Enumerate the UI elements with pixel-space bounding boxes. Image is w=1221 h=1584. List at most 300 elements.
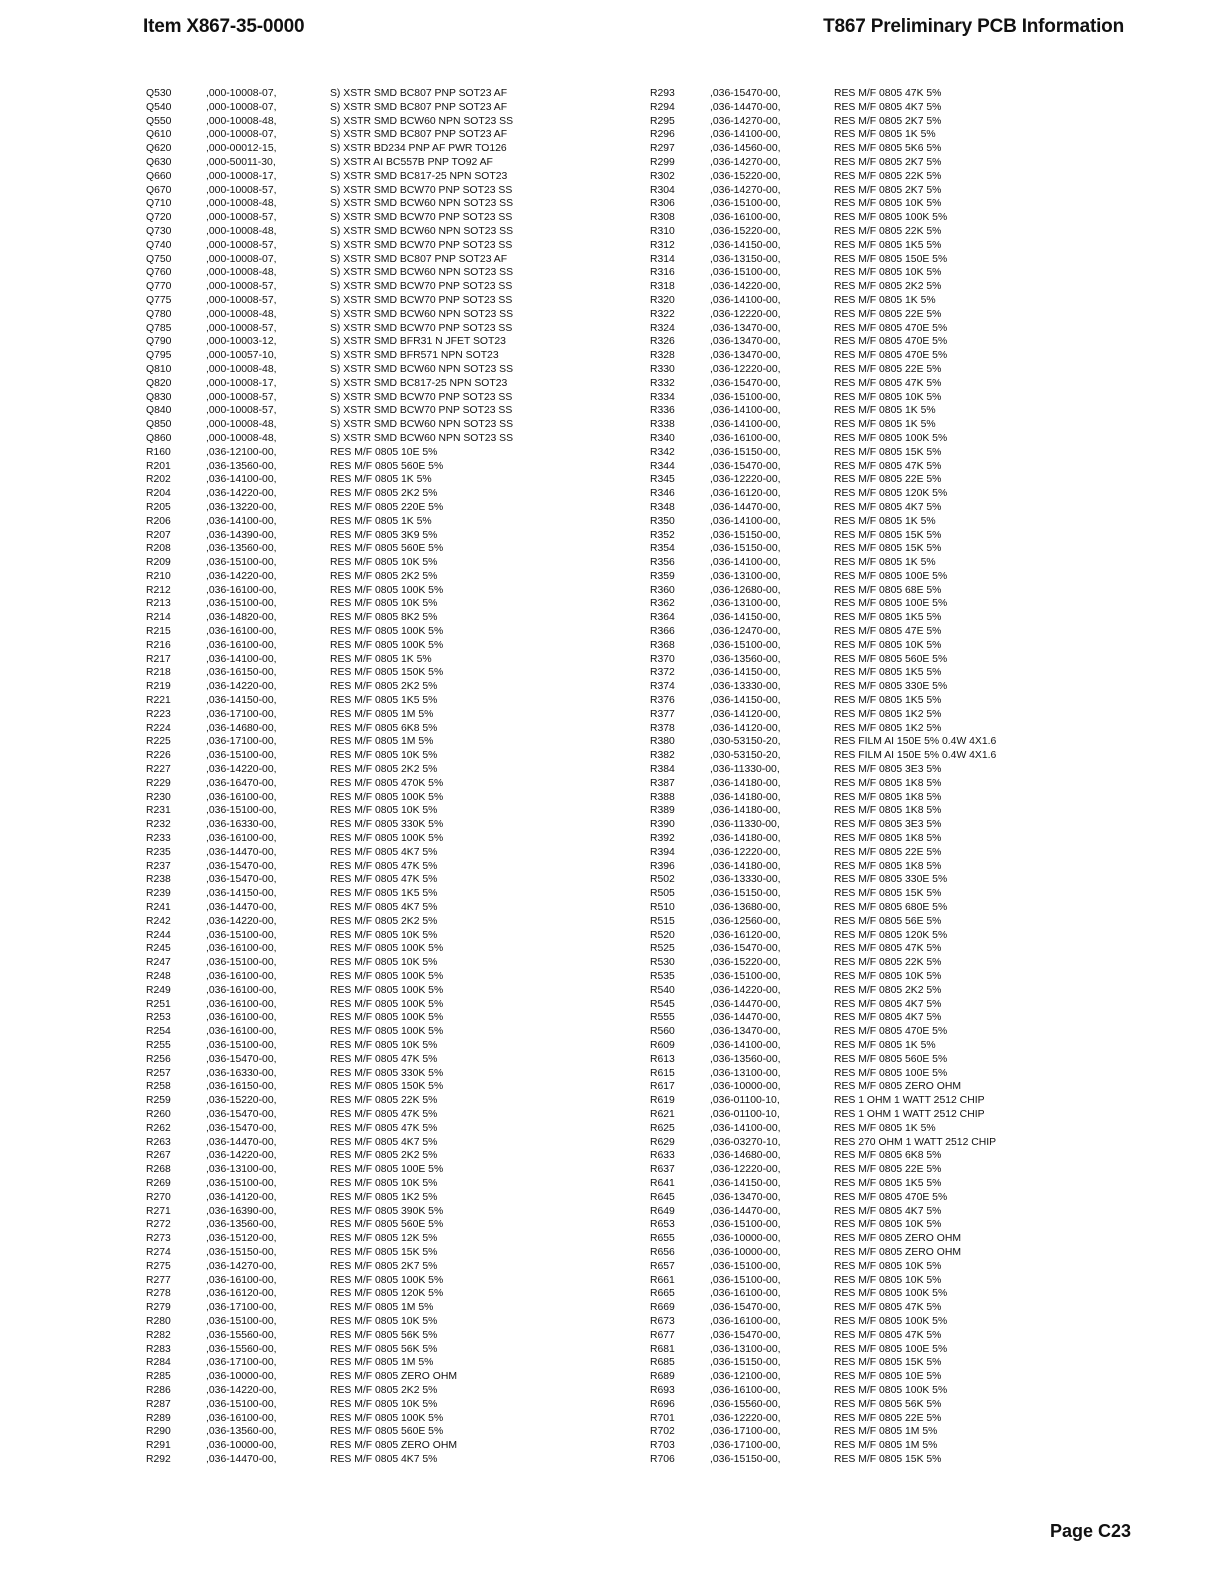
part-number: ,036-15220-00, xyxy=(206,1095,277,1107)
part-number: ,036-15470-00, xyxy=(206,874,277,886)
part-description: S) XSTR SMD BCW60 NPN SOT23 SS xyxy=(330,198,514,210)
part-description: RES M/F 0805 10K 5% xyxy=(330,805,438,817)
part-designator: Q750 xyxy=(146,253,172,265)
part-description: RES M/F 0805 470E 5% xyxy=(834,322,948,334)
part-number: ,036-15150-00, xyxy=(710,529,781,541)
part-number: ,000-10008-48, xyxy=(206,432,277,444)
part-designator: R247 xyxy=(146,957,171,969)
part-designator: R629 xyxy=(650,1136,675,1148)
part-number: ,036-16120-00, xyxy=(710,488,781,500)
part-description: RES M/F 0805 22K 5% xyxy=(834,225,942,237)
part-number: ,036-16100-00, xyxy=(710,1288,781,1300)
part-designator: R336 xyxy=(650,405,675,417)
part-description: RES M/F 0805 2K2 5% xyxy=(834,281,942,293)
part-description: RES 1 OHM 1 WATT 2512 CHIP xyxy=(834,1108,985,1120)
part-description: RES M/F 0805 560E 5% xyxy=(330,460,444,472)
part-designator: R254 xyxy=(146,1026,171,1038)
part-number: ,036-14270-00, xyxy=(710,115,781,127)
part-description: RES FILM AI 150E 5% 0.4W 4X1.6 xyxy=(834,750,997,762)
part-designator: R366 xyxy=(650,626,675,638)
part-designator: R232 xyxy=(146,819,171,831)
document-title: T867 Preliminary PCB Information xyxy=(823,16,1124,37)
part-description: RES M/F 0805 15K 5% xyxy=(834,543,942,555)
part-number: ,036-10000-00, xyxy=(710,1081,781,1093)
part-number: ,036-12220-00, xyxy=(710,1164,781,1176)
part-description: RES M/F 0805 6K8 5% xyxy=(834,1150,942,1162)
part-number: ,036-15100-00, xyxy=(206,1315,277,1327)
part-number: ,036-14470-00, xyxy=(710,1012,781,1024)
part-description: RES M/F 0805 1M 5% xyxy=(834,1426,938,1438)
part-designator: R160 xyxy=(146,446,171,458)
part-number: ,036-14150-00, xyxy=(206,695,277,707)
part-number: ,036-14180-00, xyxy=(710,860,781,872)
part-number: ,000-10008-57, xyxy=(206,322,277,334)
part-designator: R255 xyxy=(146,1039,171,1051)
part-designator: R322 xyxy=(650,308,675,320)
part-number: ,036-14150-00, xyxy=(710,612,781,624)
part-designator: R615 xyxy=(650,1067,675,1079)
part-designator: R235 xyxy=(146,846,171,858)
part-designator: R272 xyxy=(146,1219,171,1231)
part-designator: R530 xyxy=(650,957,675,969)
part-number: ,036-15470-00, xyxy=(710,377,781,389)
part-designator: Q630 xyxy=(146,156,172,168)
part-designator: R267 xyxy=(146,1150,171,1162)
part-description: RES M/F 0805 330E 5% xyxy=(834,874,948,886)
part-number: ,036-13100-00, xyxy=(206,1164,277,1176)
part-number: ,036-15100-00, xyxy=(206,929,277,941)
part-designator: R280 xyxy=(146,1315,171,1327)
part-number: ,000-10008-48, xyxy=(206,308,277,320)
part-number: ,036-10000-00, xyxy=(710,1246,781,1258)
part-number: ,000-10008-48, xyxy=(206,115,277,127)
part-number: ,036-16150-00, xyxy=(206,1081,277,1093)
part-number: ,036-14470-00, xyxy=(206,846,277,858)
part-designator: R344 xyxy=(650,460,675,472)
part-designator: R389 xyxy=(650,805,675,817)
part-designator: R214 xyxy=(146,612,171,624)
part-designator: Q660 xyxy=(146,170,172,182)
part-number: ,000-10008-57, xyxy=(206,239,277,251)
part-number: ,036-16100-00, xyxy=(206,833,277,845)
part-number: ,036-12220-00, xyxy=(710,846,781,858)
part-number: ,036-17100-00, xyxy=(206,1302,277,1314)
part-description: RES M/F 0805 22E 5% xyxy=(834,1412,942,1424)
part-number: ,000-10008-07, xyxy=(206,129,277,141)
part-number: ,036-13100-00, xyxy=(710,598,781,610)
part-number: ,000-10008-57, xyxy=(206,391,277,403)
part-description: RES M/F 0805 560E 5% xyxy=(330,543,444,555)
part-description: S) XSTR SMD BCW60 NPN SOT23 SS xyxy=(330,308,514,320)
part-designator: R287 xyxy=(146,1398,171,1410)
part-description: RES M/F 0805 10K 5% xyxy=(834,391,942,403)
part-designator: R326 xyxy=(650,336,675,348)
part-number: ,036-14180-00, xyxy=(710,777,781,789)
part-designator: R340 xyxy=(650,432,675,444)
part-designator: R314 xyxy=(650,253,675,265)
part-number: ,036-15470-00, xyxy=(206,860,277,872)
part-number: ,036-15100-00, xyxy=(206,557,277,569)
part-number: ,000-10008-07, xyxy=(206,101,277,113)
part-number: ,000-00012-15, xyxy=(206,143,277,155)
part-description: S) XSTR SMD BCW60 NPN SOT23 SS xyxy=(330,419,514,431)
part-designator: Q790 xyxy=(146,336,172,348)
part-number: ,036-14220-00, xyxy=(206,764,277,776)
part-designator: R221 xyxy=(146,695,171,707)
part-number: ,036-15100-00, xyxy=(710,639,781,651)
part-description: RES M/F 0805 1K5 5% xyxy=(834,239,942,251)
part-description: RES M/F 0805 10K 5% xyxy=(834,1260,942,1272)
part-designator: R273 xyxy=(146,1233,171,1245)
part-designator: R633 xyxy=(650,1150,675,1162)
part-description: RES M/F 0805 560E 5% xyxy=(330,1426,444,1438)
part-designator: R330 xyxy=(650,363,675,375)
part-number: ,036-15470-00, xyxy=(710,1329,781,1341)
part-number: ,036-15100-00, xyxy=(206,750,277,762)
part-number: ,036-14560-00, xyxy=(710,143,781,155)
part-designator: R665 xyxy=(650,1288,675,1300)
part-designator: R229 xyxy=(146,777,171,789)
part-description: RES M/F 0805 2K2 5% xyxy=(330,570,438,582)
part-description: RES M/F 0805 330E 5% xyxy=(834,681,948,693)
part-description: RES M/F 0805 1K 5% xyxy=(330,474,432,486)
part-description: RES M/F 0805 10K 5% xyxy=(330,557,438,569)
part-description: RES M/F 0805 2K7 5% xyxy=(834,115,942,127)
part-description: RES M/F 0805 100K 5% xyxy=(834,1315,948,1327)
part-designator: R613 xyxy=(650,1053,675,1065)
part-designator: R233 xyxy=(146,833,171,845)
part-number: ,036-17100-00, xyxy=(710,1440,781,1452)
part-designator: Q670 xyxy=(146,184,172,196)
part-number: ,036-16100-00, xyxy=(206,998,277,1010)
part-designator: R304 xyxy=(650,184,675,196)
part-description: RES M/F 0805 10K 5% xyxy=(330,957,438,969)
part-designator: R296 xyxy=(650,129,675,141)
part-description: RES M/F 0805 47K 5% xyxy=(834,1302,942,1314)
part-description: RES M/F 0805 10E 5% xyxy=(834,1371,942,1383)
part-description: S) XSTR SMD BCW60 NPN SOT23 SS xyxy=(330,225,514,237)
part-designator: R245 xyxy=(146,943,171,955)
part-description: RES M/F 0805 10K 5% xyxy=(834,639,942,651)
part-description: RES M/F 0805 100E 5% xyxy=(834,598,948,610)
part-designator: R673 xyxy=(650,1315,675,1327)
part-description: RES M/F 0805 1K5 5% xyxy=(834,1177,942,1189)
part-designator: R702 xyxy=(650,1426,675,1438)
part-number: ,000-10008-57, xyxy=(206,294,277,306)
part-description: RES M/F 0805 56K 5% xyxy=(330,1329,438,1341)
part-description: RES M/F 0805 10K 5% xyxy=(834,971,942,982)
part-designator: R224 xyxy=(146,722,171,734)
part-description: RES M/F 0805 22E 5% xyxy=(834,363,942,375)
part-description: RES M/F 0805 4K7 5% xyxy=(834,1205,942,1217)
part-description: RES M/F 0805 47K 5% xyxy=(834,1329,942,1341)
part-designator: R253 xyxy=(146,1012,171,1024)
part-designator: R204 xyxy=(146,488,171,500)
part-designator: Q540 xyxy=(146,101,172,113)
part-designator: R279 xyxy=(146,1302,171,1314)
part-designator: R258 xyxy=(146,1081,171,1093)
part-number: ,036-13330-00, xyxy=(710,681,781,693)
part-designator: R216 xyxy=(146,639,171,651)
part-number: ,036-14150-00, xyxy=(710,239,781,251)
part-description: RES M/F 0805 100K 5% xyxy=(330,943,444,955)
part-number: ,036-15150-00, xyxy=(710,1453,781,1465)
part-description: RES M/F 0805 56K 5% xyxy=(330,1343,438,1355)
part-number: ,036-16100-00, xyxy=(206,1026,277,1038)
part-designator: R387 xyxy=(650,777,675,789)
part-designator: R277 xyxy=(146,1274,171,1286)
part-number: ,036-15100-00, xyxy=(206,1177,277,1189)
part-number: ,036-15100-00, xyxy=(710,971,781,982)
part-number: ,000-10008-48, xyxy=(206,267,277,279)
part-designator: R535 xyxy=(650,971,675,982)
part-designator: R206 xyxy=(146,515,171,527)
part-description: RES M/F 0805 1K 5% xyxy=(330,653,432,665)
part-number: ,036-12680-00, xyxy=(710,584,781,596)
part-designator: R282 xyxy=(146,1329,171,1341)
part-description: RES M/F 0805 2K2 5% xyxy=(330,1150,438,1162)
part-number: ,036-17100-00, xyxy=(206,708,277,720)
part-description: RES 1 OHM 1 WATT 2512 CHIP xyxy=(834,1095,985,1107)
part-description: RES M/F 0805 1K8 5% xyxy=(834,860,942,872)
part-designator: R641 xyxy=(650,1177,675,1189)
part-description: RES M/F 0805 4K7 5% xyxy=(330,846,438,858)
part-designator: R205 xyxy=(146,501,171,513)
part-designator: R295 xyxy=(650,115,675,127)
part-number: ,036-13560-00, xyxy=(206,460,277,472)
part-number: ,036-13560-00, xyxy=(206,1426,277,1438)
part-designator: R649 xyxy=(650,1205,675,1217)
part-number: ,000-10008-48, xyxy=(206,363,277,375)
part-designator: R316 xyxy=(650,267,675,279)
part-designator: R227 xyxy=(146,764,171,776)
part-number: ,036-16100-00, xyxy=(710,432,781,444)
part-number: ,036-14220-00, xyxy=(206,570,277,582)
part-description: RES M/F 0805 10K 5% xyxy=(330,750,438,762)
part-designator: R237 xyxy=(146,860,171,872)
part-number: ,036-14100-00, xyxy=(710,294,781,306)
part-number: ,036-13330-00, xyxy=(710,874,781,886)
part-number: ,036-15100-00, xyxy=(206,957,277,969)
part-number: ,036-14100-00, xyxy=(206,515,277,527)
part-number: ,036-12220-00, xyxy=(710,1412,781,1424)
part-number: ,036-16100-00, xyxy=(206,584,277,596)
part-description: RES M/F 0805 15K 5% xyxy=(834,1357,942,1369)
part-description: RES M/F 0805 15K 5% xyxy=(834,446,942,458)
part-number: ,036-15100-00, xyxy=(710,1260,781,1272)
part-number: ,036-14180-00, xyxy=(710,805,781,817)
part-number: ,036-15560-00, xyxy=(206,1329,277,1341)
part-description: RES M/F 0805 150K 5% xyxy=(330,1081,444,1093)
part-number: ,036-12220-00, xyxy=(710,308,781,320)
part-number: ,036-15470-00, xyxy=(710,943,781,955)
part-number: ,036-15100-00, xyxy=(206,1039,277,1051)
part-number: ,036-14100-00, xyxy=(710,419,781,431)
part-number: ,036-11330-00, xyxy=(710,764,780,776)
part-number: ,036-17100-00, xyxy=(206,1357,277,1369)
part-designator: R286 xyxy=(146,1384,171,1396)
part-designator: R248 xyxy=(146,971,171,982)
part-number: ,036-16100-00, xyxy=(710,212,781,224)
part-description: RES M/F 0805 100E 5% xyxy=(834,570,948,582)
part-number: ,036-13560-00, xyxy=(710,653,781,665)
part-description: S) XSTR SMD BCW60 NPN SOT23 SS xyxy=(330,432,514,444)
part-description: RES M/F 0805 2K7 5% xyxy=(330,1260,438,1272)
part-description: RES M/F 0805 470E 5% xyxy=(834,336,948,348)
part-description: RES M/F 0805 1K 5% xyxy=(834,1122,936,1134)
part-description: S) XSTR SMD BCW70 PNP SOT23 SS xyxy=(330,239,513,251)
part-description: RES M/F 0805 1K5 5% xyxy=(834,612,942,624)
part-description: RES M/F 0805 10K 5% xyxy=(330,1039,438,1051)
part-designator: R372 xyxy=(650,667,675,679)
part-designator: R693 xyxy=(650,1384,675,1396)
part-description: RES M/F 0805 47K 5% xyxy=(330,1053,438,1065)
part-number: ,036-15470-00, xyxy=(206,1108,277,1120)
part-designator: R515 xyxy=(650,915,675,927)
part-number: ,036-14470-00, xyxy=(710,998,781,1010)
part-number: ,036-14180-00, xyxy=(710,791,781,803)
part-description: RES M/F 0805 22E 5% xyxy=(834,1164,942,1176)
part-description: S) XSTR SMD BCW70 PNP SOT23 SS xyxy=(330,281,513,293)
part-description: RES M/F 0805 8K2 5% xyxy=(330,612,438,624)
part-designator: R293 xyxy=(650,88,675,99)
part-number: ,036-17100-00, xyxy=(206,736,277,748)
part-designator: R621 xyxy=(650,1108,675,1120)
part-designator: R376 xyxy=(650,695,675,707)
part-designator: Q795 xyxy=(146,350,172,362)
part-designator: R689 xyxy=(650,1371,675,1383)
part-designator: R360 xyxy=(650,584,675,596)
part-number: ,036-13220-00, xyxy=(206,501,277,513)
part-description: RES M/F 0805 2K2 5% xyxy=(330,488,438,500)
part-number: ,030-53150-20, xyxy=(710,736,781,748)
part-description: RES M/F 0805 47K 5% xyxy=(330,1108,438,1120)
part-description: S) XSTR SMD BC807 PNP SOT23 AF xyxy=(330,88,508,99)
part-description: RES M/F 0805 1K5 5% xyxy=(834,667,942,679)
part-number: ,036-14680-00, xyxy=(206,722,277,734)
part-designator: R289 xyxy=(146,1412,171,1424)
part-description: RES M/F 0805 47K 5% xyxy=(834,88,942,99)
part-designator: R225 xyxy=(146,736,171,748)
part-number: ,036-13470-00, xyxy=(710,336,781,348)
part-number: ,000-10008-57, xyxy=(206,405,277,417)
part-designator: R332 xyxy=(650,377,675,389)
part-number: ,036-15150-00, xyxy=(206,1246,277,1258)
part-description: RES M/F 0805 1K 5% xyxy=(834,294,936,306)
part-number: ,036-14150-00, xyxy=(206,888,277,900)
part-designator: R374 xyxy=(650,681,675,693)
part-number: ,000-10008-57, xyxy=(206,212,277,224)
part-number: ,036-15470-00, xyxy=(710,1302,781,1314)
part-description: RES M/F 0805 1M 5% xyxy=(330,1302,434,1314)
part-designator: R368 xyxy=(650,639,675,651)
part-description: RES M/F 0805 ZERO OHM xyxy=(330,1371,458,1383)
page-number: Page C23 xyxy=(1049,1521,1131,1541)
part-number: ,000-10008-57, xyxy=(206,281,277,293)
part-description: RES M/F 0805 1K 5% xyxy=(330,515,432,527)
part-description: RES M/F 0805 1K5 5% xyxy=(330,695,438,707)
part-designator: R609 xyxy=(650,1039,675,1051)
part-designator: R396 xyxy=(650,860,675,872)
part-description: RES M/F 0805 100K 5% xyxy=(330,791,444,803)
part-description: S) XSTR AI BC557B PNP TO92 AF xyxy=(330,156,493,168)
part-designator: R345 xyxy=(650,474,675,486)
part-designator: R230 xyxy=(146,791,171,803)
part-designator: R382 xyxy=(650,750,675,762)
part-description: S) XSTR SMD BC807 PNP SOT23 AF xyxy=(330,129,508,141)
part-number: ,036-13470-00, xyxy=(710,1191,781,1203)
part-number: ,000-10008-57, xyxy=(206,184,277,196)
part-description: RES M/F 0805 120K 5% xyxy=(330,1288,444,1300)
part-description: S) XSTR SMD BCW70 PNP SOT23 SS xyxy=(330,322,513,334)
part-designator: R219 xyxy=(146,681,171,693)
part-number: ,036-01100-10, xyxy=(710,1095,780,1107)
part-description: RES M/F 0805 10K 5% xyxy=(834,1219,942,1231)
part-description: RES M/F 0805 15K 5% xyxy=(330,1246,438,1258)
part-designator: Q740 xyxy=(146,239,172,251)
part-description: RES M/F 0805 ZERO OHM xyxy=(834,1246,962,1258)
part-number: ,036-16100-00, xyxy=(206,1012,277,1024)
part-number: ,036-12220-00, xyxy=(710,363,781,375)
part-designator: R259 xyxy=(146,1095,171,1107)
part-description: RES M/F 0805 1K8 5% xyxy=(834,777,942,789)
part-description: RES M/F 0805 1M 5% xyxy=(330,1357,434,1369)
part-designator: R249 xyxy=(146,984,171,996)
part-designator: R324 xyxy=(650,322,675,334)
part-designator: R362 xyxy=(650,598,675,610)
part-number: ,036-12470-00, xyxy=(710,626,781,638)
part-designator: R226 xyxy=(146,750,171,762)
part-description: RES FILM AI 150E 5% 0.4W 4X1.6 xyxy=(834,736,997,748)
part-designator: R510 xyxy=(650,902,675,914)
part-number: ,036-15120-00, xyxy=(206,1233,277,1245)
part-designator: R244 xyxy=(146,929,171,941)
part-designator: R268 xyxy=(146,1164,171,1176)
part-designator: R696 xyxy=(650,1398,675,1410)
part-description: RES M/F 0805 47E 5% xyxy=(834,626,942,638)
part-description: RES M/F 0805 1K2 5% xyxy=(834,722,942,734)
part-designator: R238 xyxy=(146,874,171,886)
part-description: RES M/F 0805 1M 5% xyxy=(330,708,434,720)
part-designator: R392 xyxy=(650,833,675,845)
part-number: ,036-15470-00, xyxy=(206,1122,277,1134)
part-description: RES M/F 0805 2K2 5% xyxy=(330,764,438,776)
part-designator: R310 xyxy=(650,225,675,237)
part-description: RES M/F 0805 2K7 5% xyxy=(834,156,942,168)
part-number: ,036-14100-00, xyxy=(710,129,781,141)
part-description: RES M/F 0805 120K 5% xyxy=(834,488,948,500)
part-designator: R384 xyxy=(650,764,675,776)
part-designator: R703 xyxy=(650,1440,675,1452)
part-designator: R291 xyxy=(146,1440,171,1452)
part-description: RES M/F 0805 10K 5% xyxy=(330,929,438,941)
part-description: RES M/F 0805 1K 5% xyxy=(834,557,936,569)
part-number: ,036-16120-00, xyxy=(206,1288,277,1300)
part-number: ,036-13470-00, xyxy=(710,1026,781,1038)
part-description: RES M/F 0805 ZERO OHM xyxy=(330,1440,458,1452)
part-description: RES M/F 0805 22K 5% xyxy=(330,1095,438,1107)
part-description: RES M/F 0805 3K9 5% xyxy=(330,529,438,541)
part-number: ,036-01100-10, xyxy=(710,1108,780,1120)
part-description: RES M/F 0805 1K5 5% xyxy=(834,695,942,707)
part-description: RES M/F 0805 10K 5% xyxy=(330,1398,438,1410)
part-designator: R394 xyxy=(650,846,675,858)
part-number: ,036-15220-00, xyxy=(710,170,781,182)
part-designator: R377 xyxy=(650,708,675,720)
part-number: ,036-16100-00, xyxy=(206,1412,277,1424)
part-number: ,036-13680-00, xyxy=(710,902,781,914)
part-number: ,036-14100-00, xyxy=(206,474,277,486)
